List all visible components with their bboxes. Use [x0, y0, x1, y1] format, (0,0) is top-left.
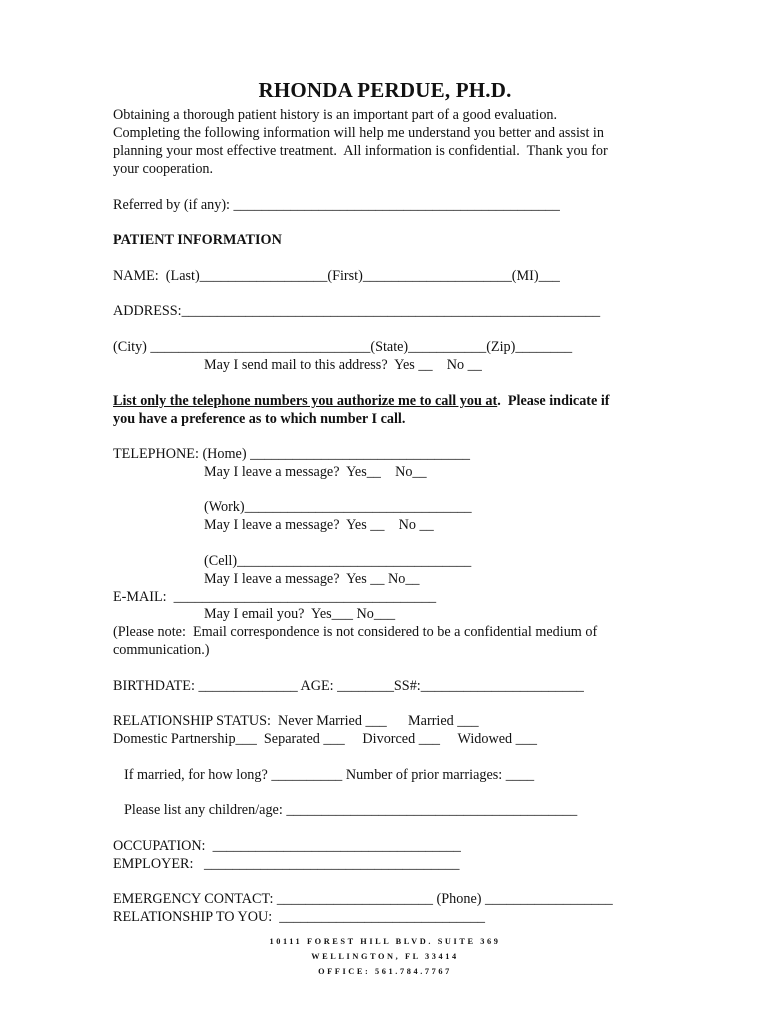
phone-note [113, 392, 610, 410]
city-state-zip-field[interactable]: (City) _______________________________(State)___________(Zip)________ [113, 339, 573, 355]
home-phone-field[interactable]: TELEPHONE: (Home) _______________________________ [113, 446, 471, 462]
cell-phone-field[interactable]: (Cell)_________________________________ [204, 553, 472, 569]
address-field[interactable]: ADDRESS:___________________________________________________________ [113, 303, 601, 319]
relationship-status-line-2[interactable]: Domestic Partnership___ Separated ___ Divorced ___ Widowed ___ [113, 731, 537, 747]
email-note-line-2: communication.) [113, 642, 210, 658]
birthdate-age-ss-field[interactable]: BIRTHDATE: ______________ AGE: ________SS#:_______________________ [113, 678, 584, 694]
intro-line-3: planning your most effective treatment. All information is confidential. Thank you for [113, 143, 608, 159]
relationship-to-you-field[interactable]: RELATIONSHIP TO YOU: _____________________________ [113, 909, 486, 925]
email-field[interactable]: E-MAIL: _____________________________________ [113, 589, 437, 605]
home-message-question[interactable]: May I leave a message? Yes__ No__ [204, 464, 427, 480]
referred-by-field[interactable]: Referred by (if any): ______________________________________________ [113, 197, 560, 213]
intro-line-4: your cooperation. [113, 161, 214, 177]
footer-address-line-2: WELLINGTON, FL 33414 [311, 952, 459, 961]
relationship-status-line-1[interactable]: RELATIONSHIP STATUS: Never Married ___ Married ___ [113, 713, 479, 729]
page-title: RHONDA PERDUE, PH.D. [258, 78, 512, 102]
employer-field[interactable]: EMPLOYER: ____________________________________ [113, 856, 460, 872]
name-field[interactable]: NAME: (Last)__________________(First)_____________________(MI)___ [113, 268, 560, 284]
email-note-line-1: (Please note: Email correspondence is not considered to be a confidential medium of [113, 624, 598, 640]
marriage-length-field[interactable]: If married, for how long? __________ Number of prior marriages: ____ [124, 767, 535, 783]
patient-information-heading: PATIENT INFORMATION [113, 232, 282, 248]
footer-address-line-1: 10111 FOREST HILL BLVD. SUITE 369 [269, 937, 501, 946]
phone-note-rest: . Please indicate if [497, 393, 610, 409]
mail-permission-question[interactable]: May I send mail to this address? Yes __ No __ [204, 357, 482, 373]
occupation-field[interactable]: OCCUPATION: ___________________________________ [113, 838, 461, 854]
work-phone-field[interactable]: (Work)________________________________ [204, 499, 472, 515]
cell-message-question[interactable]: May I leave a message? Yes __ No__ [204, 571, 420, 587]
children-field[interactable]: Please list any children/age: _________________________________________ [124, 802, 578, 818]
work-message-question[interactable]: May I leave a message? Yes __ No __ [204, 517, 434, 533]
footer-office-phone: OFFICE: 561.784.7767 [318, 967, 452, 976]
emergency-contact-field[interactable]: EMERGENCY CONTACT: ______________________ (Phone) __________________ [113, 891, 613, 907]
intro-line-2: Completing the following information will help me understand you better and assist in [113, 125, 604, 141]
intro-line-1: Obtaining a thorough patient history is an important part of a good evaluation. [113, 107, 558, 123]
phone-note-line-2: you have a preference as to which number I call. [113, 411, 406, 427]
phone-note-underlined: List only the telephone numbers you authorize me to call you at [113, 393, 498, 409]
email-permission-question[interactable]: May I email you? Yes___ No___ [204, 606, 396, 622]
